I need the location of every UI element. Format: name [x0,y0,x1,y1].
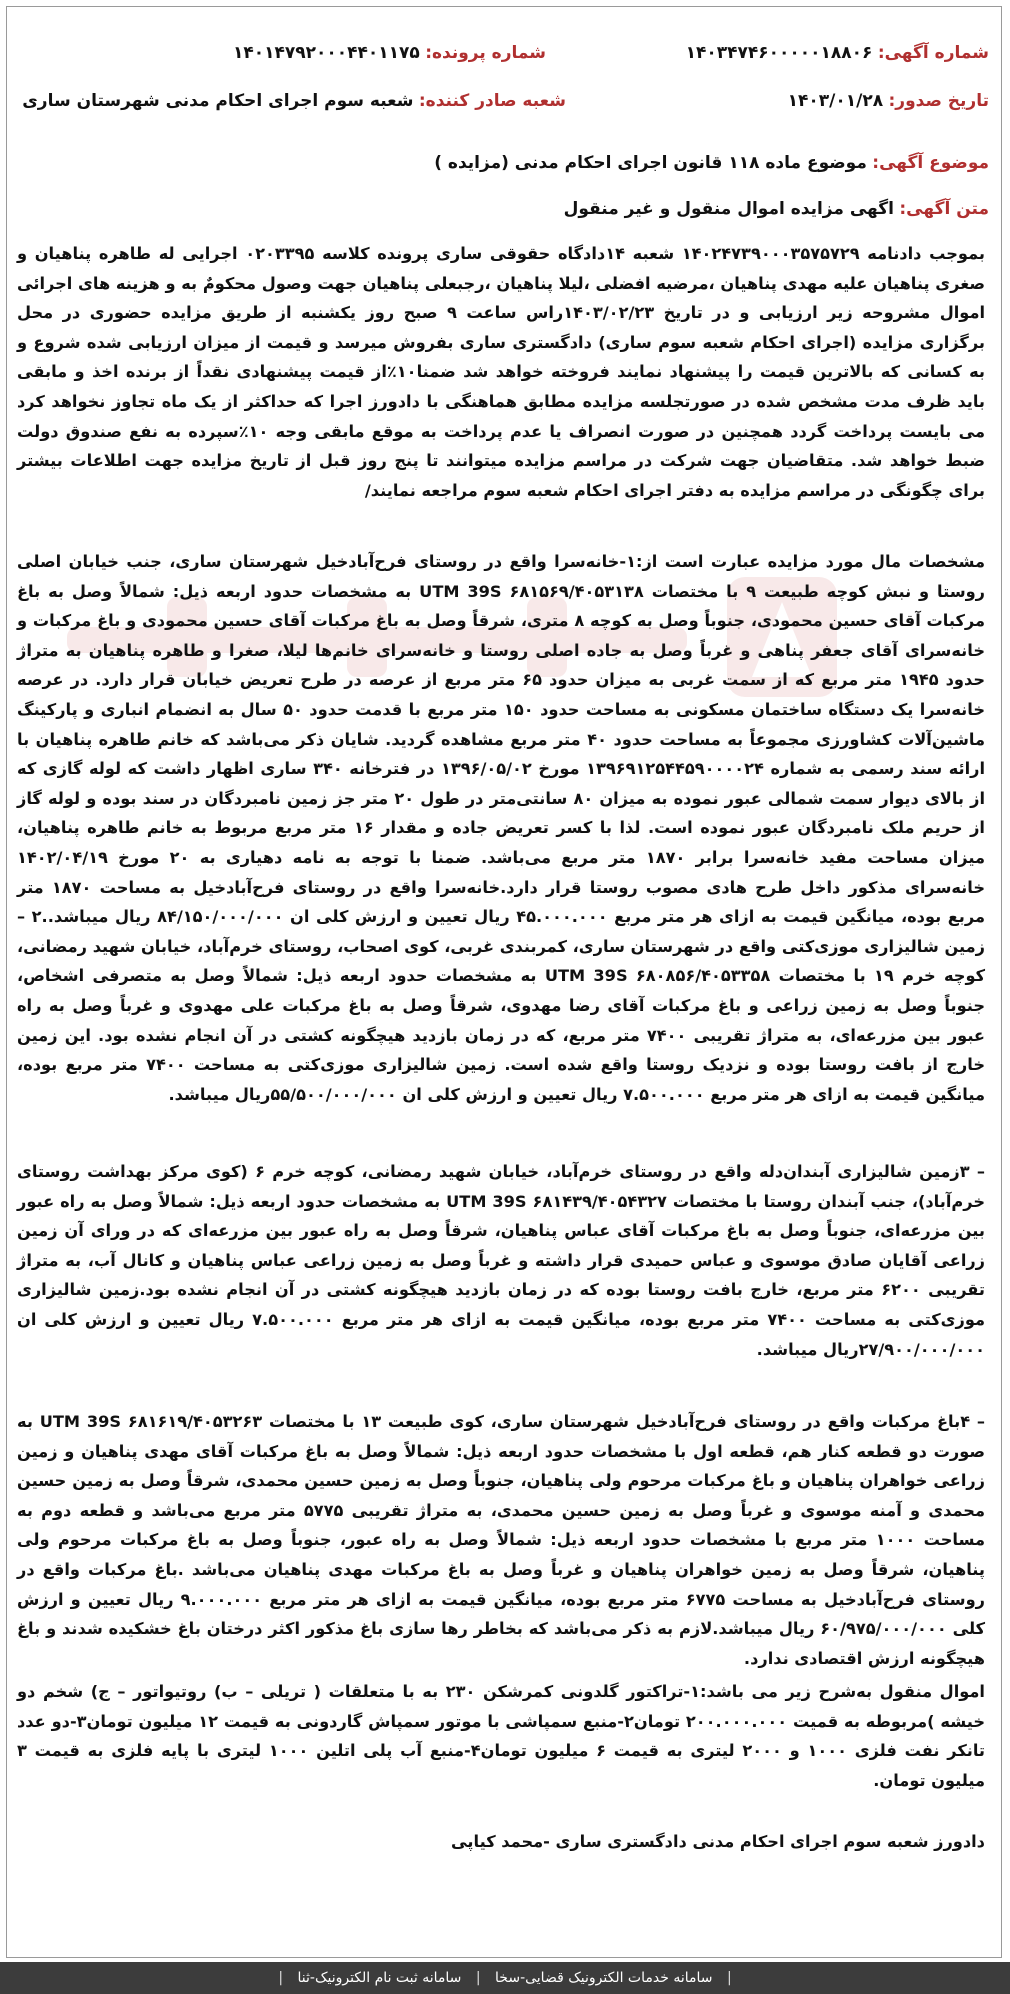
paragraph-property-3: – ۳زمین شالیزاری آبندان‌دله واقع در روستای خرم‌آباد، خیابان شهید رمضانی، کوچه خرم ۶ (کوی مرکز بهداشت روستای خرم‌آباد)، جنب آبندان روستا با مختصات UTM 39S ۶۸۱۴۳۹/۴۰۵۴۳۲۷ به مشخصات حدود اربعه ذیل: شمالاً وصل به راه عبور بین مزرعه‌ای، جنوباً وصل به باغ مرکبات آقای عباس پناهیان، شرقاً وصل به راه عبور بین مزرعه‌ای که در ورای آن زمین زراعی آقایان صادق موسوی و عباس حمیدی قرار داشته و غرباً وصل به زمین زراعی عباس پناهیان و کانال آب، به متراژ تقریبی ۶۲۰۰ متر مربع، خارج بافت روستا بوده که در زمان بازدید هیچگونه کشتی در آن انجام نشده بود.زمین شالیزاری موزی‌کتی به مساحت ۷۴۰۰ متر مربع بوده، میانگین قیمت به ازای هر متر مربع ۷.۵۰۰.۰۰۰ ریال تعیین و ارزش کلی ان ۲۷/۹۰۰/۰۰۰/۰۰۰ریال میباشد. [17,1162,985,1359]
paragraph-property-4: – ۴باغ مرکبات واقع در روستای فرح‌آبادخیل شهرستان ساری، کوی طبیعت ۱۳ با مختصات UTM 39S ۶۸۱۶۱۹/۴۰۵۳۲۶۳ به صورت دو قطعه کنار هم، قطعه اول با مشخصات حدود اربعه ذیل: شمالاً وصل به باغ مرکبات آقای مهدی پناهیان و زمین زراعی خواهران پناهیان و باغ مرکبات مرحوم ولی پناهیان، جنوباً وصل به زمین حسین محمدی، شرقاً وصل به زمین حسین محمدی و آمنه موسوی و غرباً وصل به زمین حسین محمدی، به متراژ تقریبی ۵۷۷۵ متر مربع می‌باشد و قطعه دوم به مساحت ۱۰۰۰ متر مربع با مشخصات حدود اربعه ذیل: شمالاً وصل به راه عبور، جنوباً وصل به باغ مرکبات مرحوم ولی پناهیان، شرقاً وصل به زمین خواهران پناهیان و غرباً وصل به باغ مرکبات مهدی پناهیان می‌باشد .باغ مرکبات واقع در روستای فرح‌آبادخیل به مساحت ۶۷۷۵ متر مربع بوده، میانگین قیمت به ازای هر متر مربع ۹.۰۰۰.۰۰۰ ریال تعیین و ارزش کلی ۶۰/۹۷۵/۰۰۰/۰۰۰ ریال میباشد.لازم به ذکر می‌باشد که بخاطر رها سازی باغ مذکور اکثر درختان باغ خشکیده شدند و باغ هیچگونه ارزش اقتصادی ندارد. [17,1412,986,1668]
case-number-row [233,43,546,63]
issue-date-value: ۱۴۰۳/۰۱/۲۸ [787,91,884,111]
case-number-value: ۱۴۰۱۴۷۹۲۰۰۰۴۴۰۱۱۷۵ [233,43,420,63]
issuer-row [22,91,566,111]
footer-link-sana[interactable]: سامانه ثبت نام الکترونیک-ثنا [297,1970,462,1986]
ad-number-label: شماره آگهی: [877,43,989,63]
footer-separator: | [475,1970,481,1986]
text-label: متن آگهی: [899,199,989,219]
text-title-value: اگهی مزایده اموال منقول و غیر منقول [563,199,894,219]
footer-link-sakha[interactable]: سامانه خدمات الکترونیک قضایی-سخا [495,1970,713,1986]
issuer-label: شعبه صادر کننده: [418,91,566,111]
issue-date-label: تاریخ صدور: [888,91,989,111]
ad-number-value: ۱۴۰۳۴۷۴۶۰۰۰۰۰۱۸۸۰۶ [685,43,873,63]
ad-number-row [686,43,989,63]
issuer-value: شعبه سوم اجرای احکام مدنی شهرستان ساری [22,91,414,111]
subject-value: موضوع ماده ۱۱۸ قانون اجرای احکام مدنی (مزایده ) [434,153,867,173]
signature: دادورز شعبه سوم اجرای احکام مدنی دادگستری ساری -محمد کیاپی [451,1832,985,1851]
footer-separator: | [726,1970,732,1986]
subject-row [434,153,989,173]
notice-frame [6,6,1002,1958]
subject-label: موضوع آگهی: [872,153,989,173]
paragraph-movables: اموال منقول به‌شرح زیر می باشد:۱-تراکتور گلدونی کمرشکن ۲۳۰ به با متعلقات ( تریلی – ب) روتیواتور – ج) شخم دو خیشه )مربوطه به قمیت ۲۰۰.۰۰۰.۰۰۰ تومان۲-منبع سمپاشی با موتور سمپاش گاردونی به قیمت ۱۲ میلیون تومان۳-دو عدد تانکر نفت فلزی ۱۰۰۰ و ۲۰۰۰ لیتری به قیمت ۶ میلیون تومان۴-منبع آب پلی اتلین ۱۰۰۰ لیتری با پایه فلزی به قیمت ۳ میلیون تومان. [17,1682,985,1790]
case-number-label: شماره پرونده: [425,43,546,63]
paragraph-intro: بموجب دادنامه ۱۴۰۲۴۷۳۹۰۰۰۳۵۷۵۷۲۹ شعبه ۱۴دادگاه حقوقی ساری پرونده کلاسه ۰۲۰۳۳۹۵ اجرایی له طاهره پناهیان و صغری پناهیان علیه مهدی پناهیان ،مرضیه افضلی ،لیلا پناهیان ،رجبعلی پناهیان جهت وصول محکومٌ به و هزینه های اجرائی اموال مشروحه زیر ارزیابی و در تاریخ ۱۴۰۳/۰۲/۲۳راس ساعت ۹ صبح روز یکشنبه از طریق مزایده حضوری در محل برگزاری مزایده (اجرای احکام شعبه سوم ساری) دادگستری ساری بفروش میرسد و قیمت از میزان ارزیابی شده شروع و به کسانی که بالاترین قیمت را پیشنهاد نمایند فروخته خواهد شد ضمنا۱۰٪از قیمت پیشنهادی نقداً از برنده اخذ و مابقی باید ظرف مدت مشخص شده در صورتجلسه مزایده مطابق هماهنگی با دادورز اجرا که حداکثر از یک ماه تجاوز نخواهد کرد می بایست پرداخت گردد همچنین در صورت انصراف یا عدم پرداخت به موقع مابقی وجه ۱۰٪سپرده به نفع صندوق دولت ضبط خواهد شد. متقاضیان جهت شرکت در مراسم مزایده میتوانند تا پنج روز قبل از تاریخ مزایده جهت اطلاعات بیشتر برای چگونگی در مراسم مزایده به دفتر اجرای احکام شعبه سوم مراجعه نمایند/ [17,244,986,500]
footer-separator: | [278,1970,284,1986]
footer-bar [0,1962,1010,1994]
paragraph-property-1-2: مشخصات مال مورد مزایده عبارت است از:۱-خانه‌سرا واقع در روستای فرح‌آبادخیل شهرستان ساری، جنب خیابان اصلی روستا و نبش کوچه طبیعت ۹ با مختصات UTM 39S ۶۸۱۵۶۹/۴۰۵۳۱۳۸ به مشخصات حدود اربعه ذیل: شمالاً وصل به باغ مرکبات آقای حسین محمودی، جنوباً وصل به کوچه ۸ متری، شرقاً وصل به باغ مرکبات آقای حسین محمودی و باغ مرکبات و خانه‌سرای آقای جعفر پناهی و غرباً وصل به جاده اصلی روستا و خانه‌سرای خانم‌ها لیلا، صغرا و طاهره پناهیان به متراژ حدود ۱۹۴۵ متر مربع که از سمت غربی به میزان حدود ۶۵ متر مربع از عرصه در طرح تعریض خیابان قرار دارد. در عرصه خانه‌سرا یک دستگاه ساختمان مسکونی به مساحت حدود ۱۵۰ متر مربع با قدمت حدود ۵۰ سال به انضمام انباری و پارکینگ ماشین‌آلات کشاورزی مجموعاً به مساحت حدود ۴۰ متر مربع مشاهده گردید. شایان ذکر می‌باشد که خانم طاهره پناهیان با ارائه سند رسمی به شماره ۱۳۹۶۹۱۲۵۴۴۵۹۰۰۰۰۲۴ مورخ ۱۳۹۶/۰۵/۰۲ در فترخانه ۳۴۰ ساری اظهار داشت که لوله گازی که از بالای دیوار سمت شمالی عبور نموده به میزان ۸۰ سانتی‌متر در طول ۲۰ متر جز زمین نامبردگان در سند بوده و لوله گاز از حریم ملک نامبردگان عبور نموده است. لذا با کسر تعریض جاده و مقدار ۱۶ متر مربع مربوط به خانم طاهره پناهیان، میزان مساحت مفید خانه‌سرا برابر ۱۸۷۰ متر مربع می‌باشد. ضمنا با توجه به نامه دهیاری به ۲۰ مورخ ۱۴۰۲/۰۴/۱۹ خانه‌سرای مذکور داخل طرح هادی مصوب روستا قرار دارد.خانه‌سرا واقع در روستای فرح‌آبادخیل به مساحت ۱۸۷۰ متر مربع بوده، میانگین قیمت به ازای هر متر مربع ۴۵.۰۰۰.۰۰۰ ریال تعیین و ارزش کلی ان ۸۴/۱۵۰/۰۰۰/۰۰۰ ریال میباشد..۲ – زمین شالیزاری موزی‌کتی واقع در شهرستان ساری، کمربندی غربی، کوی اصحاب، روستای خرم‌آباد، خیابان شهید رمضانی، کوچه خرم ۱۹ با مختصات UTM 39S ۶۸۰۸۵۶/۴۰۵۳۳۵۸ به مشخصات حدود اربعه ذیل: شمالاً وصل به متصرفی اشخاص، جنوباً وصل به زمین زراعی و باغ مرکبات آقای رضا مهدوی، شرقاً وصل به باغ مرکبات علی مهدوی و غرباً وصل به راه عبور بین مزرعه‌ای، به متراژ تقریبی ۷۴۰۰ متر مربع، که در زمان بازدید هیچگونه کشتی در آن انجام نشده بود. این زمین خارج از بافت روستا بوده و نزدیک روستا واقع شده است. زمین شالیزاری موزی‌کتی به مساحت ۷۴۰۰ متر مربع بوده، میانگین قیمت به ازای هر متر مربع ۷.۵۰۰.۰۰۰ ریال تعیین و ارزش کلی ان ۵۵/۵۰۰/۰۰۰/۰۰۰ریال میباشد. [17,552,986,1104]
text-title-row [564,199,989,219]
issue-date-row [788,91,989,111]
